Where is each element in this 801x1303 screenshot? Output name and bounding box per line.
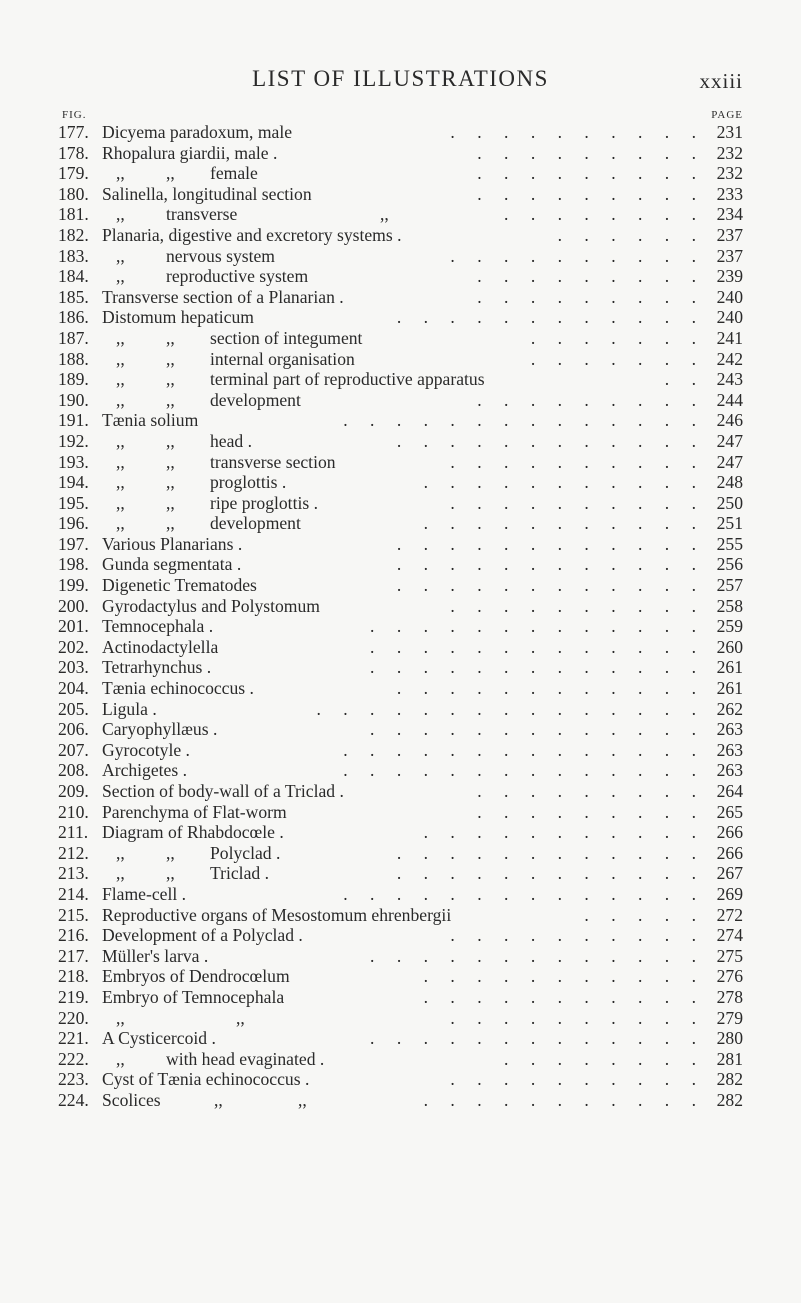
page-reference: 272	[716, 904, 743, 925]
list-item	[58, 699, 743, 720]
page-reference: 246	[716, 410, 743, 431]
column-labels	[62, 109, 743, 123]
figure-title: Dicyema paradoxum, male	[102, 122, 293, 142]
figure-number: 189.	[58, 369, 89, 390]
page-reference: 232	[716, 142, 743, 163]
figure-title: reproductive system	[166, 266, 309, 287]
figure-number: 211.	[58, 822, 89, 843]
page-reference: 263	[716, 760, 743, 781]
figure-title: Various Planarians .	[102, 533, 243, 554]
ditto-mark: ,,	[166, 389, 175, 410]
dot-leader: . . . . . . .	[530, 348, 705, 369]
list-item	[58, 657, 743, 678]
page-reference: 282	[716, 1089, 743, 1110]
dot-leader: . . . . . . . . . . .	[423, 986, 705, 1007]
figure-title: head .	[210, 430, 253, 451]
list-item	[58, 822, 743, 843]
page-reference: 264	[716, 781, 743, 801]
list-item	[58, 513, 743, 534]
ditto-mark: ,,	[166, 842, 175, 863]
list-item	[58, 719, 743, 740]
dot-leader: . . . . . . . . . . . . .	[370, 636, 705, 657]
page-reference: 242	[716, 348, 743, 369]
page-reference: 266	[716, 822, 743, 843]
figure-title: transverse	[166, 204, 238, 225]
list-item	[58, 1028, 743, 1049]
list-item	[58, 575, 743, 596]
list-item	[58, 616, 743, 637]
figure-number: 201.	[58, 616, 89, 637]
figure-title: with head evaginated .	[166, 1048, 325, 1069]
page-reference: 232	[716, 163, 743, 184]
running-title: LIST OF ILLUSTRATIONS	[252, 66, 549, 91]
dot-leader: . . . . . . . . . . . . .	[370, 657, 705, 678]
figure-number: 205.	[58, 698, 89, 719]
figure-number: 195.	[58, 492, 89, 513]
list-item	[58, 452, 743, 473]
dot-leader: . . . . . . . . . .	[450, 451, 705, 472]
figure-number: 200.	[58, 595, 89, 616]
page-reference: 258	[716, 595, 743, 616]
dot-leader: . . . . . . . . .	[477, 163, 705, 184]
figure-title: Digenetic Trematodes	[102, 575, 257, 596]
page-reference: 255	[716, 533, 743, 554]
page-reference: 276	[716, 966, 743, 987]
figure-number: 216.	[58, 925, 89, 946]
page-reference: 244	[716, 389, 743, 410]
figure-number: 193.	[58, 451, 89, 472]
page-reference: 239	[716, 266, 743, 287]
figure-title: nervous system	[166, 245, 275, 266]
dot-leader: . . . . . . . . . . . .	[396, 554, 705, 575]
figure-title: Caryophyllæus .	[102, 719, 218, 740]
page-reference: 237	[716, 224, 743, 245]
dot-leader: . . . . . . . . .	[477, 781, 705, 801]
figure-number: 194.	[58, 472, 89, 493]
ditto-mark: ,,	[116, 245, 125, 266]
ditto-mark: ,,	[166, 163, 175, 184]
figure-title: Section of body-wall of a Triclad .	[102, 781, 344, 801]
page-reference: 280	[716, 1028, 743, 1049]
ditto-mark: ,,	[116, 369, 125, 390]
dot-leader: . . . . . . . . .	[477, 142, 705, 163]
figure-number: 185.	[58, 286, 89, 307]
figure-number: 219.	[58, 986, 89, 1007]
list-item	[58, 266, 743, 287]
figure-number: 188.	[58, 348, 89, 369]
figure-number: 210.	[58, 801, 89, 822]
page-reference: 240	[716, 286, 743, 307]
ditto-mark: ,,	[116, 430, 125, 451]
page-reference: 260	[716, 636, 743, 657]
list-item	[58, 472, 743, 493]
page-reference: 257	[716, 575, 743, 596]
list-item	[58, 925, 743, 946]
list-item	[58, 410, 743, 431]
dot-leader: . . . . . . .	[530, 327, 705, 348]
page-reference: 263	[716, 739, 743, 760]
figure-title: Tænia solium	[102, 410, 199, 431]
page-reference: 250	[716, 492, 743, 513]
list-item	[58, 596, 743, 617]
page-reference: 247	[716, 451, 743, 472]
ditto-mark: ,,	[166, 863, 175, 884]
figure-number: 192.	[58, 430, 89, 451]
list-item	[58, 163, 743, 184]
figure-number: 215.	[58, 904, 89, 925]
figure-number: 212.	[58, 842, 89, 863]
ditto-mark: ,,	[236, 1007, 245, 1028]
ditto-mark: ,,	[116, 389, 125, 410]
dot-leader: . .	[664, 369, 705, 390]
list-item	[58, 225, 743, 246]
dot-leader: . . . . . . . .	[504, 204, 705, 225]
page-reference: 240	[716, 307, 743, 328]
list-item	[58, 1090, 743, 1111]
ditto-mark: ,,	[116, 327, 125, 348]
ditto-mark: ,,	[116, 1007, 125, 1028]
ditto-mark: ,,	[116, 842, 125, 863]
figure-number: 214.	[58, 883, 89, 904]
list-item	[58, 802, 743, 823]
list-item	[58, 143, 743, 164]
ditto-mark: ,,	[380, 204, 389, 225]
ditto-mark: ,,	[166, 492, 175, 513]
dot-leader: . . . . . . . . . .	[450, 492, 705, 513]
ditto-mark: ,,	[214, 1089, 223, 1110]
fig-column-label: FIG.	[62, 109, 87, 121]
page-reference: 241	[716, 327, 743, 348]
figure-title: Reproductive organs of Mesostomum ehrenbergii	[102, 904, 452, 925]
figure-title: Tetrarhynchus .	[102, 657, 212, 678]
list-item	[58, 431, 743, 452]
dot-leader: . . . . . . . . .	[477, 183, 705, 204]
dot-leader: . . . . . . . . . . . .	[396, 863, 705, 884]
page-reference: 243	[716, 369, 743, 390]
figure-title: Cyst of Tænia echinococcus .	[102, 1069, 310, 1090]
figure-title: Triclad .	[210, 863, 269, 884]
list-item	[58, 204, 743, 225]
dot-leader: . . . . . . . .	[504, 1048, 705, 1069]
dot-leader: . . . . . . . . . . . . .	[370, 1028, 705, 1049]
page-reference: 231	[716, 122, 743, 142]
dot-leader: . . . . . . . . . . . . .	[370, 616, 705, 637]
dot-leader: . . . . . . . . . .	[450, 595, 705, 616]
page-reference: 247	[716, 430, 743, 451]
figure-number: 199.	[58, 575, 89, 596]
figure-title: proglottis .	[210, 472, 287, 493]
dot-leader: . . . . . . . . . . .	[423, 513, 705, 534]
page-reference: 261	[716, 657, 743, 678]
figure-title: Gunda segmentata .	[102, 554, 242, 575]
page-reference: 279	[716, 1007, 743, 1028]
list-item	[58, 554, 743, 575]
figure-number: 180.	[58, 183, 89, 204]
figure-number: 182.	[58, 224, 89, 245]
figure-number: 202.	[58, 636, 89, 657]
ditto-mark: ,,	[116, 348, 125, 369]
page-reference: 262	[716, 698, 743, 719]
figure-title: development	[210, 389, 301, 410]
ditto-mark: ,,	[116, 266, 125, 287]
figure-title: Actinodactylella	[102, 636, 219, 657]
page-reference: 266	[716, 842, 743, 863]
figure-title: ripe proglottis .	[210, 492, 318, 513]
ditto-mark: ,,	[116, 513, 125, 534]
dot-leader: . . . . . . . . . . . .	[396, 678, 705, 699]
figure-number: 224.	[58, 1089, 89, 1110]
ditto-mark: ,,	[166, 430, 175, 451]
dot-leader: . . . . . . . . . . . .	[396, 430, 705, 451]
figure-number: 209.	[58, 781, 89, 801]
figure-title: Gyrocotyle .	[102, 739, 190, 760]
page-reference: 265	[716, 801, 743, 822]
page-reference: 237	[716, 245, 743, 266]
figure-title: transverse section	[210, 451, 336, 472]
dot-leader: . . . . . . . . . . .	[423, 822, 705, 843]
page-reference: 278	[716, 986, 743, 1007]
dot-leader: . . . . . . . . . . .	[423, 472, 705, 493]
ditto-mark: ,,	[116, 163, 125, 184]
figure-title: Ligula .	[102, 698, 157, 719]
figure-title: Planaria, digestive and excretory systems .	[102, 224, 402, 245]
figure-title: Rhopalura giardii, male .	[102, 142, 278, 163]
figure-title: Temnocephala .	[102, 616, 214, 637]
ditto-mark: ,,	[166, 369, 175, 390]
figure-title: Development of a Polyclad .	[102, 925, 303, 946]
figure-number: 183.	[58, 245, 89, 266]
figure-number: 218.	[58, 966, 89, 987]
list-item	[58, 493, 743, 514]
page-number: xxiii	[699, 69, 743, 93]
figure-number: 197.	[58, 533, 89, 554]
figure-number: 187.	[58, 327, 89, 348]
list-item	[58, 369, 743, 390]
dot-leader: . . . . . . . . .	[477, 266, 705, 287]
figure-title: internal organisation	[210, 348, 355, 369]
dot-leader: . . . . . . . . . . . . .	[370, 719, 705, 740]
ditto-mark: ,,	[116, 1048, 125, 1069]
list-item	[58, 946, 743, 967]
figure-title: Distomum hepaticum	[102, 307, 254, 328]
list-item	[58, 1008, 743, 1029]
dot-leader: . . . . . . . . . . . . . .	[343, 410, 705, 431]
figure-title: Müller's larva .	[102, 945, 209, 966]
ditto-mark: ,,	[166, 472, 175, 493]
figure-title: Embryo of Temnocephala	[102, 986, 285, 1007]
page-reference: 281	[716, 1048, 743, 1069]
ditto-mark: ,,	[166, 513, 175, 534]
list-item	[58, 905, 743, 926]
figure-number: 203.	[58, 657, 89, 678]
list-item	[58, 966, 743, 987]
page-reference: 269	[716, 883, 743, 904]
list-item	[58, 1069, 743, 1090]
list-item	[58, 678, 743, 699]
page-reference: 274	[716, 925, 743, 946]
list-item	[58, 637, 743, 658]
list-item	[58, 307, 743, 328]
dot-leader: . . . . . . . . . . . .	[396, 842, 705, 863]
dot-leader: . . . . .	[584, 904, 705, 925]
list-item	[58, 122, 743, 143]
figure-number: 181.	[58, 204, 89, 225]
ditto-mark: ,,	[166, 451, 175, 472]
page-reference: 259	[716, 616, 743, 637]
page-reference: 275	[716, 945, 743, 966]
ditto-mark: ,,	[166, 348, 175, 369]
figure-title: Scolices	[102, 1089, 161, 1110]
figure-title: Archigetes .	[102, 760, 188, 781]
figure-number: 177.	[58, 122, 89, 142]
page-header	[0, 66, 801, 96]
figure-number: 206.	[58, 719, 89, 740]
page-column-label: PAGE	[711, 109, 743, 121]
figure-number: 222.	[58, 1048, 89, 1069]
dot-leader: . . . . . . . . . . . .	[396, 575, 705, 596]
page-reference: 282	[716, 1069, 743, 1090]
figure-title: A Cysticercoid .	[102, 1028, 216, 1049]
ditto-mark: ,,	[116, 451, 125, 472]
illustration-list	[58, 122, 743, 1111]
dot-leader: . . . . . . . . . .	[450, 925, 705, 946]
figure-title: Flame-cell .	[102, 883, 187, 904]
list-item	[58, 184, 743, 205]
figure-number: 213.	[58, 863, 89, 884]
figure-title: terminal part of reproductive apparatus	[210, 369, 485, 390]
page-reference: 256	[716, 554, 743, 575]
list-item	[58, 987, 743, 1008]
figure-number: 221.	[58, 1028, 89, 1049]
dot-leader: . . . . . . . . .	[477, 286, 705, 307]
list-item	[58, 781, 743, 802]
dot-leader: . . . . . . . . . . . . . . .	[316, 698, 705, 719]
figure-number: 204.	[58, 678, 89, 699]
dot-leader: . . . . . . . . . . . . . .	[343, 760, 705, 781]
page-reference: 248	[716, 472, 743, 493]
dot-leader: . . . . . . . . . . . . . .	[343, 883, 705, 904]
figure-title: Tænia echinococcus .	[102, 678, 254, 699]
figure-number: 190.	[58, 389, 89, 410]
figure-title: Polyclad .	[210, 842, 281, 863]
dot-leader: . . . . . . . . . . . .	[396, 533, 705, 554]
page-reference: 251	[716, 513, 743, 534]
list-item	[58, 740, 743, 761]
list-item	[58, 1049, 743, 1070]
dot-leader: . . . . . .	[557, 224, 705, 245]
figure-title: Gyrodactylus and Polystomum	[102, 595, 320, 616]
page-reference: 263	[716, 719, 743, 740]
page-reference: 261	[716, 678, 743, 699]
list-item	[58, 534, 743, 555]
dot-leader: . . . . . . . . . .	[450, 122, 705, 142]
figure-title: Diagram of Rhabdocœle .	[102, 822, 284, 843]
figure-number: 223.	[58, 1069, 89, 1090]
figure-number: 184.	[58, 266, 89, 287]
ditto-mark: ,,	[298, 1089, 307, 1110]
list-item	[58, 884, 743, 905]
list-item	[58, 328, 743, 349]
figure-title: female	[210, 163, 258, 184]
figure-number: 178.	[58, 142, 89, 163]
figure-number: 196.	[58, 513, 89, 534]
list-item	[58, 390, 743, 411]
figure-title: Transverse section of a Planarian .	[102, 286, 344, 307]
dot-leader: . . . . . . . . . . .	[423, 1089, 705, 1110]
figure-title: Embryos of Dendrocœlum	[102, 966, 290, 987]
page-reference: 234	[716, 204, 743, 225]
dot-leader: . . . . . . . . . . .	[423, 966, 705, 987]
dot-leader: . . . . . . . . . .	[450, 1069, 705, 1090]
figure-number: 220.	[58, 1007, 89, 1028]
figure-number: 217.	[58, 945, 89, 966]
dot-leader: . . . . . . . . . . . . . .	[343, 739, 705, 760]
list-item	[58, 246, 743, 267]
dot-leader: . . . . . . . . .	[477, 389, 705, 410]
ditto-mark: ,,	[116, 492, 125, 513]
figure-number: 191.	[58, 410, 89, 431]
page-reference: 233	[716, 183, 743, 204]
page-reference: 267	[716, 863, 743, 884]
figure-number: 179.	[58, 163, 89, 184]
list-item	[58, 863, 743, 884]
figure-title: Salinella, longitudinal section	[102, 183, 312, 204]
ditto-mark: ,,	[116, 472, 125, 493]
figure-number: 207.	[58, 739, 89, 760]
dot-leader: . . . . . . . . . . . . .	[370, 945, 705, 966]
list-item	[58, 349, 743, 370]
ditto-mark: ,,	[116, 863, 125, 884]
figure-number: 208.	[58, 760, 89, 781]
list-item	[58, 287, 743, 308]
list-item	[58, 843, 743, 864]
dot-leader: . . . . . . . . . .	[450, 1007, 705, 1028]
dot-leader: . . . . . . . . . . . .	[396, 307, 705, 328]
figure-number: 186.	[58, 307, 89, 328]
figure-title: section of integument	[210, 327, 363, 348]
dot-leader: . . . . . . . . .	[477, 801, 705, 822]
figure-title: development	[210, 513, 301, 534]
figure-number: 198.	[58, 554, 89, 575]
dot-leader: . . . . . . . . . .	[450, 245, 705, 266]
figure-title: Parenchyma of Flat-worm	[102, 801, 287, 822]
list-item	[58, 760, 743, 781]
ditto-mark: ,,	[166, 327, 175, 348]
ditto-mark: ,,	[116, 204, 125, 225]
